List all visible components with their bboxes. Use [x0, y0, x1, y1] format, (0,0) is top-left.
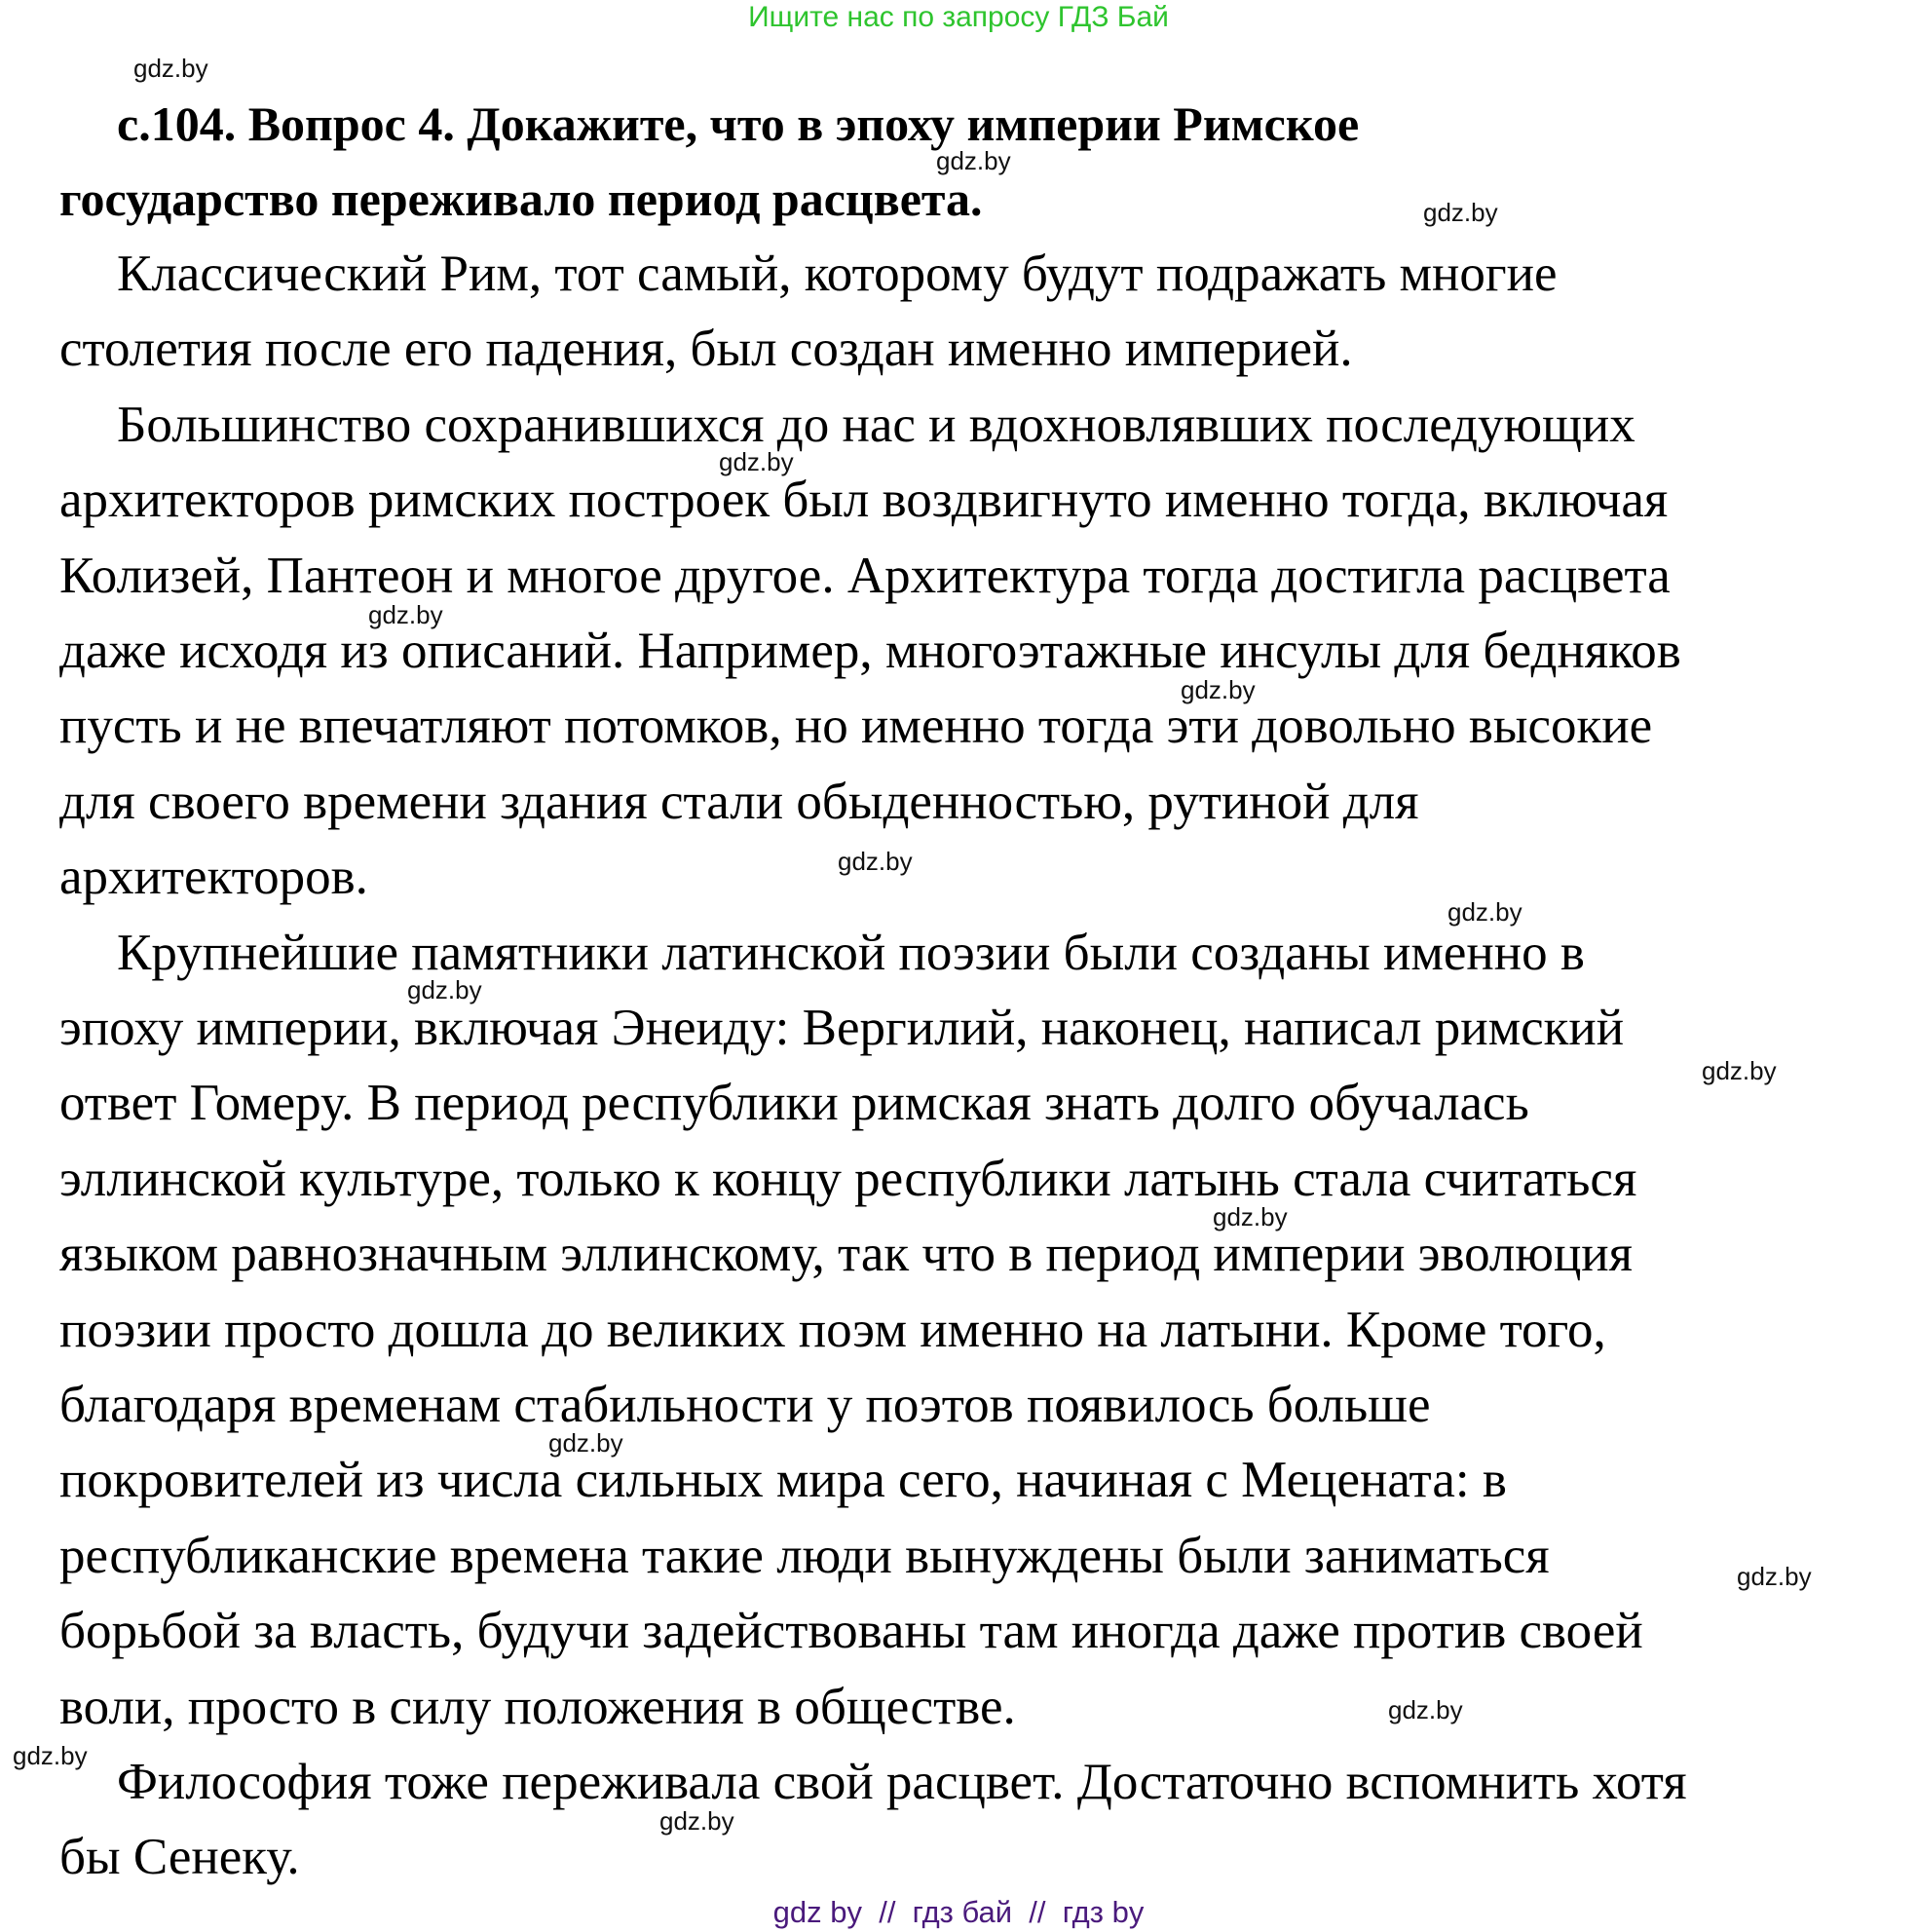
watermark: gdz.by: [407, 974, 482, 1004]
paragraph-line: Крупнейшие памятники латинской поэзии были созданы именно в: [117, 924, 1585, 981]
watermark: gdz.by: [1388, 1694, 1463, 1724]
paragraph-line: архитекторов.: [59, 849, 368, 906]
paragraph-line: языком равнозначным эллинскому, так что в период империи эволюция: [59, 1226, 1634, 1283]
watermark: gdz.by: [1702, 1056, 1777, 1086]
paragraph-line: для своего времени здания стали обыденностью, рутиной для: [59, 773, 1419, 830]
watermark: gdz.by: [1423, 198, 1498, 228]
paragraph-line: ответ Гомеру. В период республики римская знать долго обучалась: [59, 1075, 1529, 1132]
paragraph-line: Большинство сохранившихся до нас и вдохновлявших последующих: [117, 396, 1635, 453]
paragraph-line: даже исходя из описаний. Например, многоэтажные инсулы для бедняков: [59, 623, 1681, 679]
paragraph-line: благодаря временам стабильности у поэтов появилось больше: [59, 1377, 1431, 1433]
footer-links: gdz by // гдз бай // гдз by: [772, 1895, 1145, 1929]
paragraph-line: столетия после его падения, был создан именно империей.: [59, 321, 1353, 378]
paragraph-line: эллинской культуре, только к концу республики латынь стала считаться: [59, 1150, 1637, 1207]
watermark: gdz.by: [659, 1806, 734, 1837]
paragraph-line: пусть и не впечатляют потомков, но именно тогда эти довольно высокие: [59, 698, 1653, 755]
watermark: gdz.by: [1447, 896, 1522, 927]
watermark: gdz.by: [548, 1428, 623, 1458]
paragraph-line: эпоху империи, включая Энеиду: Вергилий, наконец, написал римский: [59, 1000, 1625, 1056]
watermark: gdz.by: [936, 145, 1011, 175]
paragraph-line: Колизей, Пантеон и многое другое. Архитектура тогда достигла расцвета: [59, 547, 1671, 604]
paragraph-line: покровителей из числа сильных мира сего, начиная с Мецената: в: [59, 1452, 1507, 1509]
paragraph-line: архитекторов римских построек был воздвигнуто именно тогда, включая: [59, 472, 1669, 529]
search-hint-banner: Ищите нас по запросу ГДЗ Бай: [748, 1, 1169, 33]
watermark: gdz.by: [719, 447, 794, 477]
paragraph-line: Философия тоже переживала свой расцвет. Достаточно вспомнить хотя: [117, 1754, 1687, 1810]
watermark: gdz.by: [1737, 1561, 1812, 1591]
watermark: gdz.by: [838, 846, 913, 876]
paragraph-line: поэзии просто дошла до великих поэм именно на латыни. Кроме того,: [59, 1301, 1606, 1358]
question-title: государство переживало период расцвета.: [59, 171, 983, 226]
paragraph-line: воли, просто в силу положения в обществе.: [59, 1678, 1016, 1735]
watermark: gdz.by: [133, 53, 208, 83]
watermark: gdz.by: [1213, 1201, 1288, 1231]
paragraph-line: бы Сенеку.: [59, 1829, 300, 1886]
paragraph-line: республиканские времена такие люди вынуждены были заниматься: [59, 1527, 1550, 1584]
paragraph-line: борьбой за власть, будучи задействованы там иногда даже против своей: [59, 1603, 1643, 1660]
question-title: с.104. Вопрос 4. Докажите, что в эпоху империи Римское: [117, 96, 1360, 151]
watermark: gdz.by: [368, 600, 443, 630]
watermark: gdz.by: [13, 1740, 88, 1770]
watermark: gdz.by: [1181, 674, 1256, 704]
paragraph-line: Классический Рим, тот самый, которому будут подражать многие: [117, 246, 1558, 302]
